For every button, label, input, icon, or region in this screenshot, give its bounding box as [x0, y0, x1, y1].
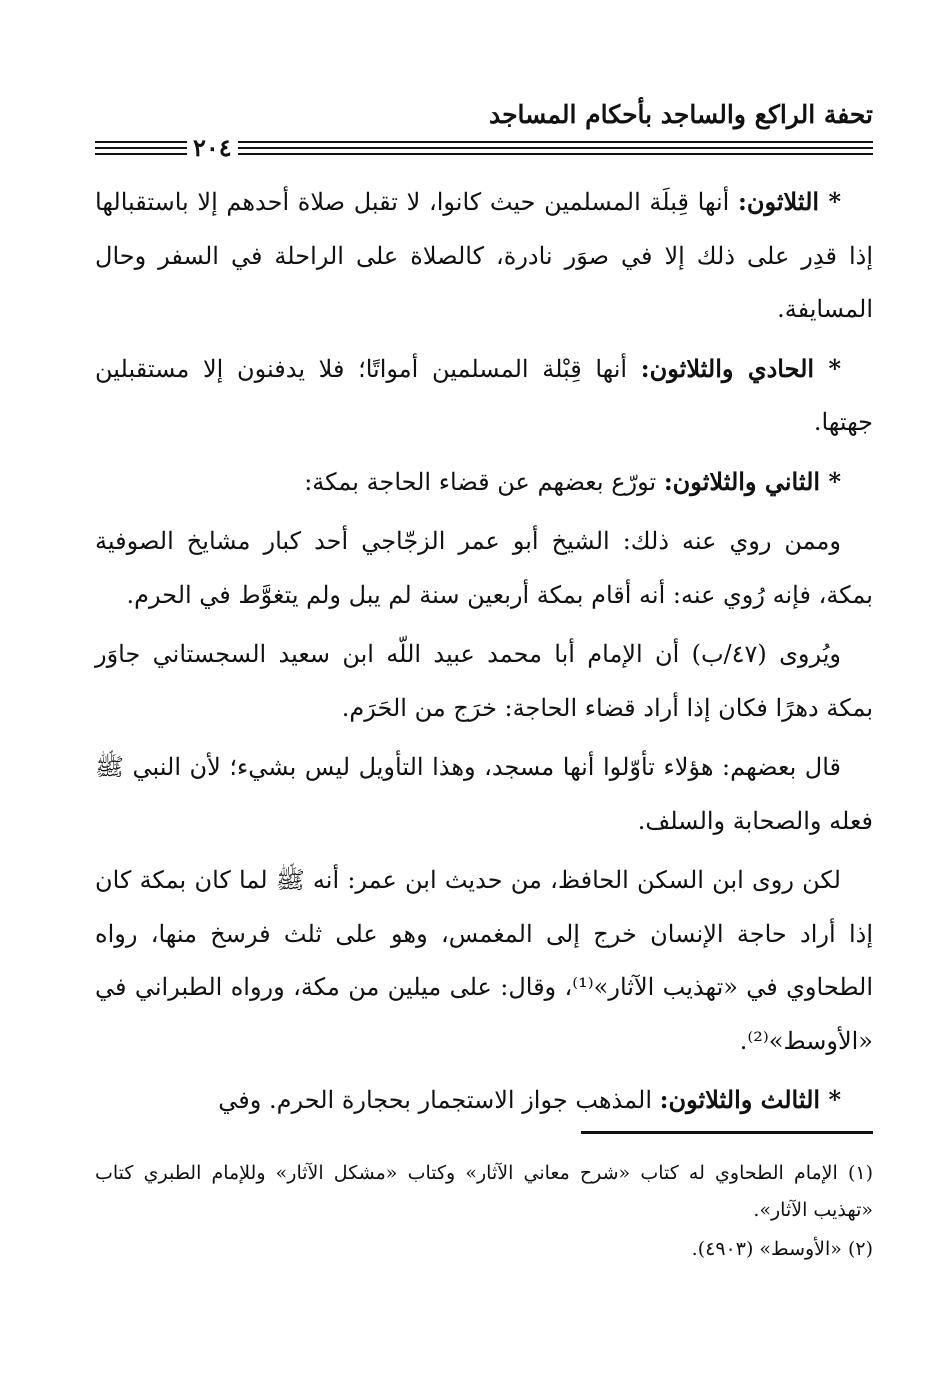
- paragraph-text: تورّع بعضهم عن قضاء الحاجة بمكة:: [304, 467, 664, 496]
- paragraph: [95, 853, 873, 1068]
- paragraph-term: * الحادي والثلاثون:: [640, 353, 841, 383]
- page-number: ٢٠٤: [187, 133, 238, 162]
- footnote-1: (١) الإمام الطحاوي له كتاب «شرح معاني الآثار» وكتاب «مشكل الآثار» وللإمام الطبري كتاب «تهذيب الآثار».: [95, 1162, 873, 1221]
- paragraph-text: أنها قِبْلة المسلمين أمواتًا؛ فلا يدفنون إلا مستقبلين جهتها.: [95, 354, 873, 436]
- paragraph-text: ويُروى (٤٧/ب) أن الإمام أبا محمد عبيد اللّه ابن سعيد السجستاني جاوَر بمكة دهرًا فكان إذا أراد قضاء الحاجة: خرَج من الحَرَم.: [95, 640, 873, 722]
- paragraph-text: وممن روي عنه ذلك: الشيخ أبو عمر الزجّاجي أحد كبار مشايخ الصوفية بمكة، فإنه رُوي عنه: أنه أقام بمكة أربعين سنة لم يبل ولم يتغوَّط في الحرم.: [95, 527, 873, 609]
- paragraph-term: * الثاني والثلاثون:: [663, 466, 841, 496]
- paragraph: [95, 175, 873, 337]
- paragraph-term: * الثلاثون:: [737, 187, 841, 216]
- paragraph-text: أنها قِبلَة المسلمين حيث كانوا، لا تقبل صلاة أحدهم إلا باستقبالها إذا قدِر على ذلك إلا في صوَر نادرة، كالصلاة على الراحلة في السفر وحال المسايفة.: [95, 188, 873, 323]
- running-title: تحفة الراكع والساجد بأحكام المساجد: [488, 100, 873, 129]
- book-page: [95, 95, 873, 1325]
- footnote-2: (٢) «الأوسط» (٤٩٠٣).: [691, 1238, 873, 1260]
- paragraph: [95, 740, 873, 848]
- paragraph: [95, 455, 873, 510]
- paragraph: [95, 1073, 873, 1128]
- paragraph-text: قال بعضهم: هؤلاء تأوّلوا أنها مسجد، وهذا التأويل ليس بشيء؛ لأن النبي ﷺ فعله والصحابة والسلف.: [95, 753, 873, 835]
- footnotes: [95, 1155, 873, 1270]
- paragraph-text: المذهب جواز الاستجمار بحجارة الحرم. وفي: [218, 1086, 660, 1114]
- footnote-separator: [581, 1131, 873, 1134]
- paragraph-term: * الثالث والثلاثون:: [659, 1085, 841, 1114]
- paragraph: [95, 627, 873, 735]
- main-text: [95, 175, 873, 1133]
- paragraph: [95, 342, 873, 450]
- paragraph: [95, 514, 873, 622]
- paragraph-text: لكن روى ابن السكن الحافظ، من حديث ابن عمر: أنه ﷺ لما كان بمكة كان إذا أراد حاجة الإنسان خرج إلى المغمس، وهو على ثلث فرسخ منها، رواه الطحاوي في «تهذيب الآثار»⁽¹⁾، وقال: على ميلين من مكة، ورواه الطبراني في «الأوسط»⁽²⁾.: [95, 866, 873, 1055]
